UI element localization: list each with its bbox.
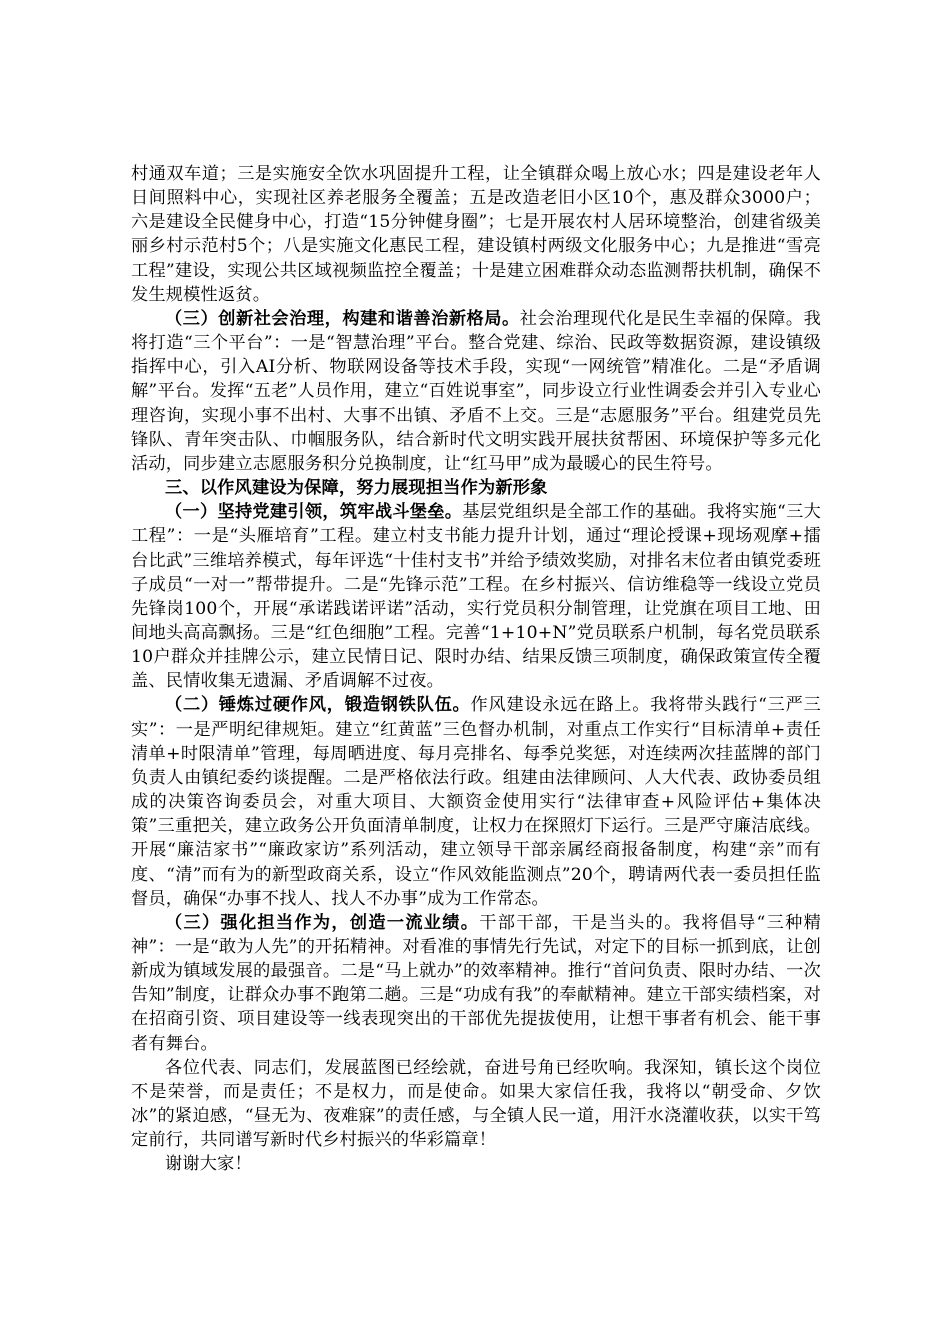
- paragraph-lead: （二）锤炼过硬作风，锻造钢铁队伍。: [165, 695, 471, 716]
- paragraph-text: 社会治理现代化是民生幸福的保障。我将打造“三个平台”：一是“智慧治理”平台。整合党建、综治、民政等数据资源，建设镇级指挥中心，引入AI分析、物联网设备等技术手段，实现“一网统管”精准化。二是“矛盾调解”平台。发挥“五老”人员作用，建立“百姓说事室”，同步设立行业性调委会并引入专业心理咨询，实现小事不出村、大事不出镇、矛盾不上交。三是“志愿服务”平台。组建党员先锋队、青年突击队、巾帼服务队，结合新时代文明实践开展扶贫帮困、环境保护等多元化活动，同步建立志愿服务积分兑换制度，让“红马甲”成为最暖心的民生符号。: [131, 308, 821, 474]
- paragraph-lead: （三）创新社会治理，构建和谐善治新格局。: [165, 308, 520, 329]
- paragraph-text: 各位代表、同志们，发展蓝图已经绘就，奋进号角已经吹响。我深知，镇长这个岗位不是荣誉，而是责任；不是权力，而是使命。如果大家信任我，我将以“朝受命、夕饮冰”的紧迫感，“昼无为、夜难寐”的责任感，与全镇人民一道，用汗水浇灌收获，以实干笃定前行，共同谱写新时代乡村振兴的华彩篇章！: [131, 1057, 821, 1151]
- paragraph-lead: （一）坚持党建引领，筑牢战斗堡垒。: [165, 502, 463, 523]
- paragraph-responsibility: [131, 911, 821, 1056]
- paragraph-social-governance: [131, 307, 821, 476]
- paragraph-livelihood-projects: [131, 162, 821, 307]
- section-heading-work-style: 三、以作风建设为保障，努力展现担当作为新形象: [165, 478, 548, 499]
- paragraph-closing: [131, 1056, 821, 1153]
- paragraph-text: 村通双车道；三是实施安全饮水巩固提升工程，让全镇群众喝上放心水；四是建设老年人日间照料中心，实现社区养老服务全覆盖；五是改造老旧小区10个，惠及群众3000户；六是建设全民健身中心，打造“15分钟健身圈”；七是开展农村人居环境整治，创建省级美丽乡村示范村5个；八是实施文化惠民工程，建设镇村两级文化服务中心；九是推进“雪亮工程”建设，实现公共区域视频监控全覆盖；十是建立困难群众动态监测帮扶机制，确保不发生规模性返贫。: [131, 164, 821, 305]
- paragraph-text: 谢谢大家！: [165, 1154, 252, 1175]
- paragraph-party-building: [131, 500, 821, 693]
- paragraph-text: 作风建设永远在路上。我将带头践行“三严三实”：一是严明纪律规矩。建立“红黄蓝”三色督办机制，对重点工作实行“目标清单+责任清单+时限清单”管理，每周晒进度、每月亮排名、每季兑奖惩，对连续两次挂蓝牌的部门负责人由镇纪委约谈提醒。二是严格依法行政。组建由法律顾问、人大代表、政协委员组成的决策咨询委员会，对重大项目、大额资金使用实行“法律审查+风险评估+集体决策”三重把关，建立政务公开负面清单制度，让权力在探照灯下运行。三是严守廉洁底线。开展“廉洁家书”“廉政家访”系列活动，建立领导干部亲属经商报备制度，构建“亲”而有度、“清”而有为的新型政商关系，设立“作风效能监测点”20个，聘请两代表一委员担任监督员，确保“办事不找人、找人不办事”成为工作常态。: [131, 695, 821, 909]
- paragraph-work-style: [131, 693, 821, 910]
- paragraph-text: 干部干部，干是当头的。我将倡导“三种精神”：一是“敢为人先”的开拓精神。对看准的事情先行先试，对定下的目标一抓到底，让创新成为镇域发展的最强音。二是“马上就办”的效率精神。推行“首问负责、限时办结、一次告知”制度，让群众办事不跑第二趟。三是“功成有我”的奉献精神。建立干部实绩档案，对在招商引资、项目建设等一线表现突出的干部优先提拔使用，让想干事者有机会、能干事者有舞台。: [131, 912, 821, 1054]
- paragraph-lead: （三）强化担当作为，创造一流业绩。: [165, 912, 480, 933]
- document-page: [131, 162, 821, 1177]
- paragraph-text: 基层党组织是全部工作的基础。我将实施“三大工程”：一是“头雁培育”工程。建立村支书能力提升计划，通过“理论授课+现场观摩+擂台比武”三维培养模式，每年评选“十佳村支书”并给予绩效奖励，对排名末位者由镇党委班子成员“一对一”帮带提升。二是“先锋示范”工程。在乡村振兴、信访维稳等一线设立党员先锋岗100个，开展“承诺践诺评诺”活动，实行党员积分制管理，让党旗在项目工地、田间地头高高飘扬。三是“红色细胞”工程。完善“1+10+N”党员联系户机制，每名党员联系10户群众并挂牌公示，建立民情日记、限时办结、结果反馈三项制度，确保政策宣传全覆盖、民情收集无遗漏、矛盾调解不过夜。: [131, 502, 821, 692]
- paragraph-thanks: [131, 1152, 821, 1176]
